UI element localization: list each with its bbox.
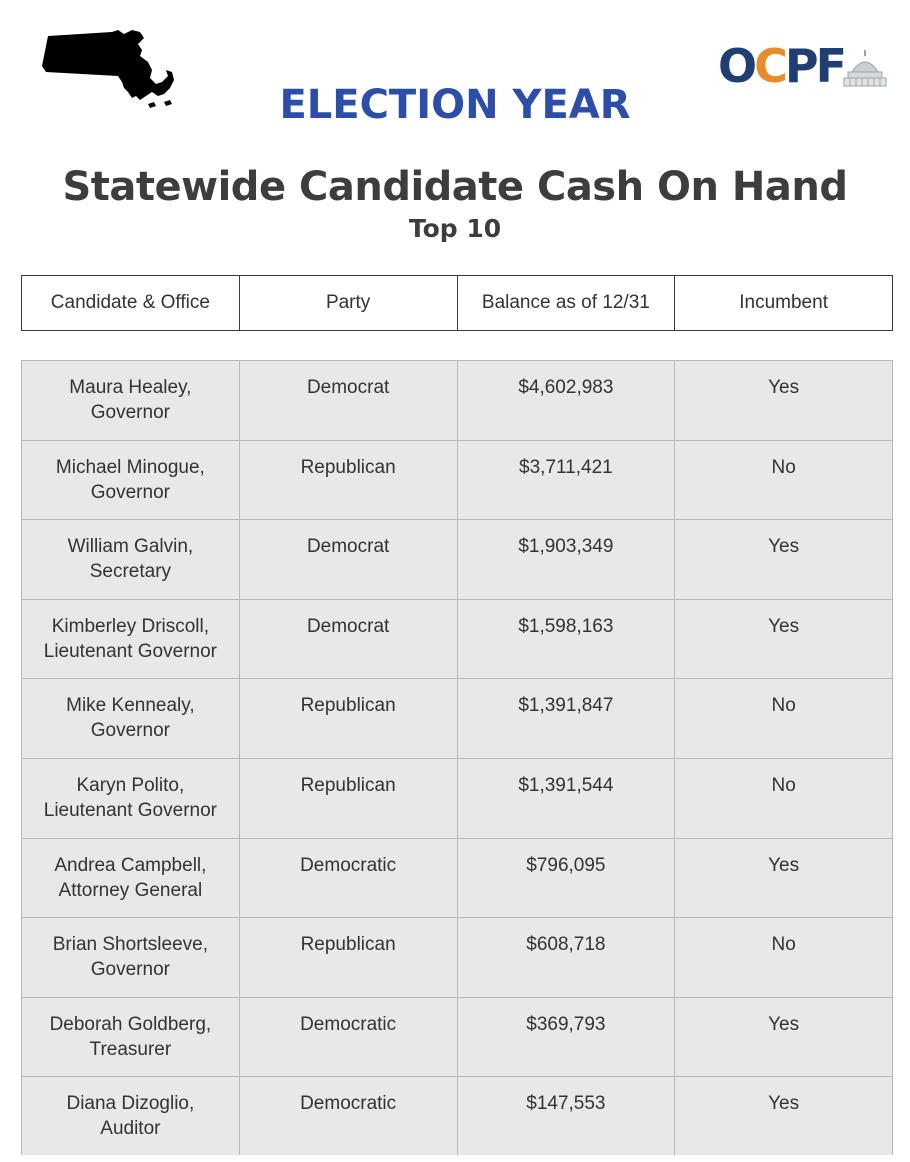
candidate-name: Andrea Campbell, xyxy=(54,854,207,876)
column-header-incumbent: Incumbent xyxy=(739,292,828,313)
candidate-name: Michael Minogue, xyxy=(55,456,205,478)
party-cell: Republican xyxy=(240,759,458,838)
candidate-office: Governor xyxy=(90,720,170,742)
incumbent-cell: No xyxy=(771,774,796,796)
balance-cell: $1,903,349 xyxy=(458,520,676,599)
incumbent-cell: Yes xyxy=(768,854,800,876)
candidate-name: Karyn Polito, xyxy=(76,774,185,796)
candidate-name: Deborah Goldberg, xyxy=(49,1013,212,1035)
candidate-office: Auditor xyxy=(100,1118,161,1140)
candidate-name: Mike Kennealy, xyxy=(66,695,195,717)
party-cell: Democrat xyxy=(240,520,458,599)
incumbent-cell: Yes xyxy=(768,377,800,398)
page-subtitle: Top 10 xyxy=(408,214,502,243)
balance-cell: $1,391,544 xyxy=(458,759,676,838)
party-cell: Democrat xyxy=(240,600,458,679)
incumbent-cell: No xyxy=(771,456,796,478)
candidate-cell xyxy=(22,361,240,440)
candidate-name: Kimberley Driscoll, xyxy=(51,615,210,637)
candidate-cell xyxy=(22,679,240,758)
table-row xyxy=(22,441,892,521)
table-row xyxy=(22,918,892,998)
table-row xyxy=(22,839,892,919)
table-header xyxy=(21,275,893,331)
candidate-office: Secretary xyxy=(89,561,172,583)
party-cell: Democrat xyxy=(240,361,458,440)
table-row xyxy=(22,600,892,680)
candidate-cell xyxy=(22,759,240,838)
balance-cell: $796,095 xyxy=(458,839,676,918)
candidate-office: Attorney General xyxy=(58,879,203,901)
candidate-office: Lieutenant Governor xyxy=(43,640,217,662)
table-row xyxy=(22,759,892,839)
column-header-candidate: Candidate & Office xyxy=(22,276,240,330)
candidate-office: Treasurer xyxy=(89,1038,172,1060)
balance-cell: $1,598,163 xyxy=(458,600,676,679)
candidate-cell xyxy=(22,441,240,520)
table-row xyxy=(22,361,892,441)
candidate-office: Governor xyxy=(90,481,170,503)
table-row xyxy=(22,998,892,1078)
party-cell: Republican xyxy=(240,918,458,997)
table-row xyxy=(22,679,892,759)
candidate-cell xyxy=(22,520,240,599)
column-header-balance: Balance as of 12/31 xyxy=(458,276,676,330)
column-header-party: Party xyxy=(240,276,458,330)
table-row xyxy=(22,1077,892,1155)
candidate-name: Brian Shortsleeve, xyxy=(52,934,208,956)
election-year-banner: ELECTION YEAR xyxy=(279,82,631,128)
ocpf-logo: OCPF xyxy=(718,38,888,94)
candidate-name: William Galvin, xyxy=(67,536,194,558)
incumbent-cell: No xyxy=(771,695,796,717)
candidate-cell xyxy=(22,918,240,997)
incumbent-cell: Yes xyxy=(768,1013,800,1035)
party-cell: Democratic xyxy=(240,998,458,1077)
party-cell: Republican xyxy=(240,679,458,758)
candidate-cell xyxy=(22,839,240,918)
incumbent-cell: No xyxy=(771,934,796,956)
candidate-cell xyxy=(22,600,240,679)
candidate-name: Diana Dizoglio, xyxy=(66,1093,195,1115)
candidate-office: Lieutenant Governor xyxy=(43,799,217,821)
candidate-table xyxy=(21,360,893,1155)
candidate-office: Governor xyxy=(90,402,170,423)
candidate-name: Maura Healey, xyxy=(69,377,192,398)
candidate-cell xyxy=(22,998,240,1077)
balance-cell: $608,718 xyxy=(458,918,676,997)
balance-cell: $3,711,421 xyxy=(458,441,676,520)
balance-cell: $369,793 xyxy=(458,998,676,1077)
party-cell: Democratic xyxy=(240,839,458,918)
party-cell: Democratic xyxy=(240,1077,458,1155)
incumbent-cell: Yes xyxy=(768,615,800,637)
candidate-office: Governor xyxy=(90,959,170,981)
balance-cell: $147,553 xyxy=(458,1077,676,1155)
incumbent-cell: Yes xyxy=(768,536,800,558)
party-cell: Republican xyxy=(240,441,458,520)
candidate-cell xyxy=(22,1077,240,1155)
balance-cell: $4,602,983 xyxy=(458,361,676,440)
page-title: Statewide Candidate Cash On Hand xyxy=(62,164,848,210)
balance-cell: $1,391,847 xyxy=(458,679,676,758)
table-row xyxy=(22,520,892,600)
incumbent-cell: Yes xyxy=(768,1093,800,1115)
